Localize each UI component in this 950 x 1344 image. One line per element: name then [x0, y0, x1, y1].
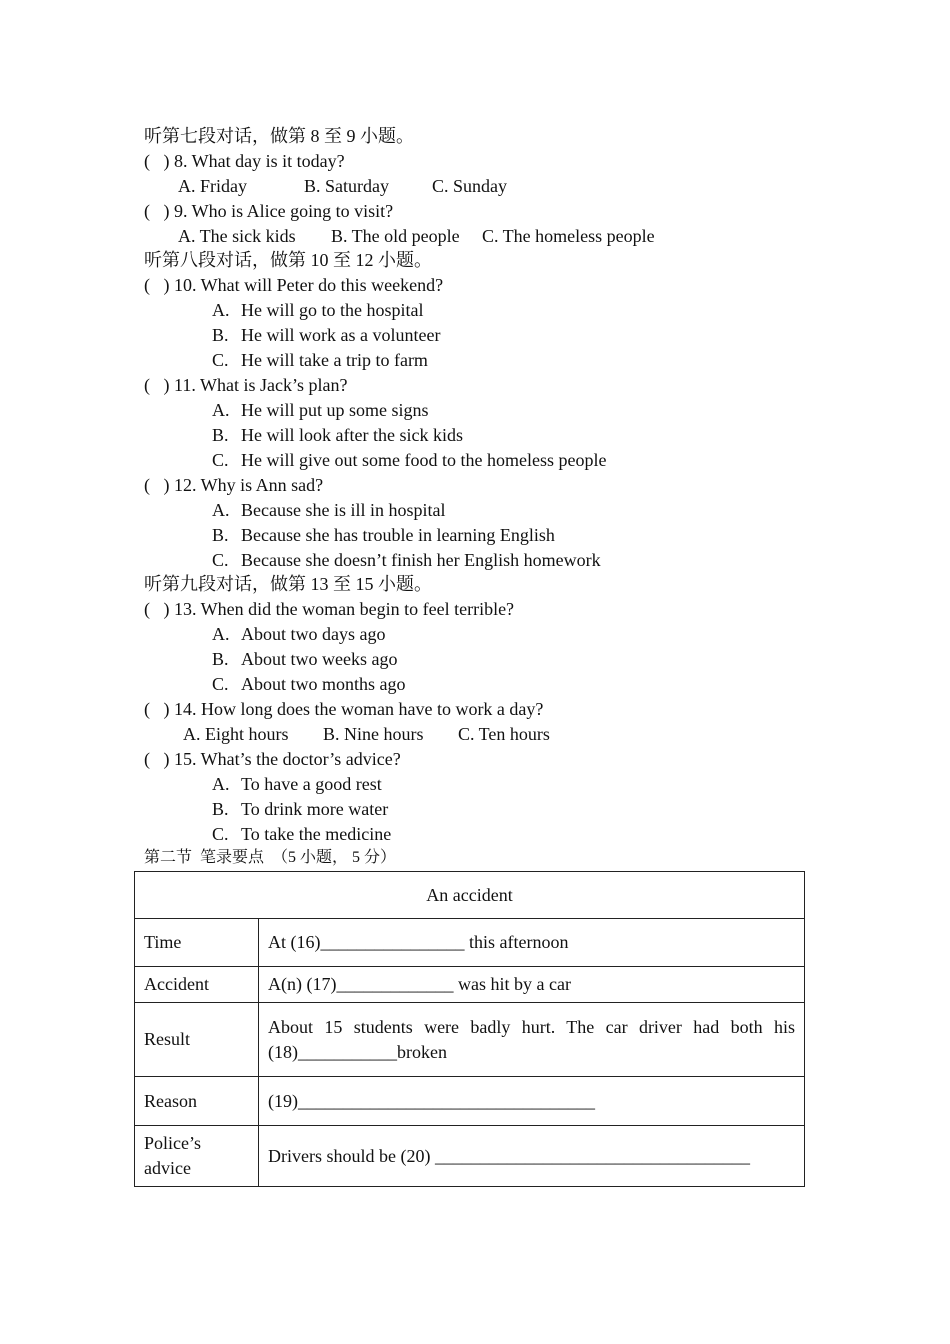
row-content-reason: (19)_________________________________ [259, 1077, 805, 1126]
option-text: He will take a trip to farm [241, 350, 428, 370]
question-10-stem: ( ) 10. What will Peter do this weekend? [144, 275, 444, 295]
option-letter: A. [212, 300, 230, 320]
question-12-option-b [212, 523, 555, 547]
table-row [135, 1126, 805, 1187]
question-8-stem: ( ) 8. What day is it today? [144, 151, 345, 171]
option-letter: C. [212, 550, 229, 570]
question-10-option-b [212, 323, 440, 347]
question-11-stem: ( ) 11. What is Jack’s plan? [144, 375, 348, 395]
question-8-option-c: C. Sunday [432, 176, 508, 196]
question-12-option-a [212, 498, 445, 522]
table-row [135, 1003, 805, 1077]
table-title-row [135, 872, 805, 919]
option-text: He will put up some signs [241, 400, 429, 420]
row-label-reason: Reason [135, 1077, 259, 1126]
question-11-option-b [212, 423, 463, 447]
question-14-stem: ( ) 14. How long does the woman have to work a day? [144, 699, 544, 719]
option-text: Because she is ill in hospital [241, 500, 446, 520]
question-14-option-a: A. Eight hours [183, 724, 289, 744]
question-12-option-c [212, 548, 601, 572]
option-letter: A. [212, 500, 230, 520]
note-taking-table [134, 871, 805, 1187]
row-label-police-advice: Police’s advice [135, 1126, 259, 1187]
row-label-result: Result [135, 1003, 259, 1077]
question-15-option-b [212, 797, 388, 821]
option-text: About two days ago [241, 624, 386, 644]
option-letter: A. [212, 774, 230, 794]
question-15-option-a [212, 772, 382, 796]
question-14-option-b: B. Nine hours [323, 724, 424, 744]
table-row [135, 919, 805, 967]
question-11-option-c [212, 448, 606, 472]
table-title: An accident [135, 872, 805, 919]
row-content-result: About 15 students were badly hurt. The car driver had both his (18)___________broken [259, 1003, 805, 1077]
question-9-option-a: A. The sick kids [178, 226, 296, 246]
part-2-heading: 第二节 笔录要点 （5 小题， 5 分） [144, 849, 397, 866]
option-letter: B. [212, 325, 229, 345]
section-7-heading: 听第七段对话，做第 8 至 9 小题。 [144, 126, 414, 146]
section-9-heading: 听第九段对话，做第 13 至 15 小题。 [144, 574, 432, 594]
option-letter: B. [212, 425, 229, 445]
option-text: He will go to the hospital [241, 300, 424, 320]
question-9-stem: ( ) 9. Who is Alice going to visit? [144, 201, 394, 221]
option-text: He will give out some food to the homeless people [241, 450, 607, 470]
question-9-option-c: C. The homeless people [482, 226, 655, 246]
option-text: About two months ago [241, 674, 406, 694]
row-label-time: Time [135, 919, 259, 967]
option-letter: C. [212, 674, 229, 694]
question-13-option-c [212, 672, 406, 696]
question-13-option-a [212, 622, 385, 646]
row-content-time: At (16)________________ this afternoon [259, 919, 805, 967]
row-label-accident: Accident [135, 967, 259, 1003]
option-text: He will look after the sick kids [241, 425, 463, 445]
option-text: To take the medicine [241, 824, 392, 844]
option-letter: B. [212, 649, 229, 669]
question-10-option-c [212, 348, 428, 372]
option-letter: A. [212, 624, 230, 644]
option-text: He will work as a volunteer [241, 325, 441, 345]
question-15-stem: ( ) 15. What’s the doctor’s advice? [144, 749, 401, 769]
question-13-option-b [212, 647, 397, 671]
option-letter: A. [212, 400, 230, 420]
question-11-option-a [212, 398, 429, 422]
option-text: Because she has trouble in learning English [241, 525, 555, 545]
question-12-stem: ( ) 12. Why is Ann sad? [144, 475, 324, 495]
option-letter: B. [212, 799, 229, 819]
option-text: To drink more water [241, 799, 389, 819]
question-8-option-b: B. Saturday [304, 176, 389, 196]
option-letter: B. [212, 525, 229, 545]
section-8-heading: 听第八段对话，做第 10 至 12 小题。 [144, 250, 432, 270]
row-content-accident: A(n) (17)_____________ was hit by a car [259, 967, 805, 1003]
row-content-police-advice: Drivers should be (20) ___________________________________ [259, 1126, 805, 1187]
option-text: About two weeks ago [241, 649, 398, 669]
question-9-option-b: B. The old people [331, 226, 460, 246]
question-13-stem: ( ) 13. When did the woman begin to feel terrible? [144, 599, 515, 619]
question-10-option-a [212, 298, 423, 322]
option-text: To have a good rest [241, 774, 382, 794]
option-letter: C. [212, 350, 229, 370]
option-letter: C. [212, 824, 229, 844]
option-letter: C. [212, 450, 229, 470]
question-15-option-c [212, 822, 391, 846]
option-text: Because she doesn’t finish her English homework [241, 550, 601, 570]
question-14-option-c: C. Ten hours [458, 724, 550, 744]
table-row [135, 967, 805, 1003]
question-8-option-a: A. Friday [178, 176, 247, 196]
table-row [135, 1077, 805, 1126]
